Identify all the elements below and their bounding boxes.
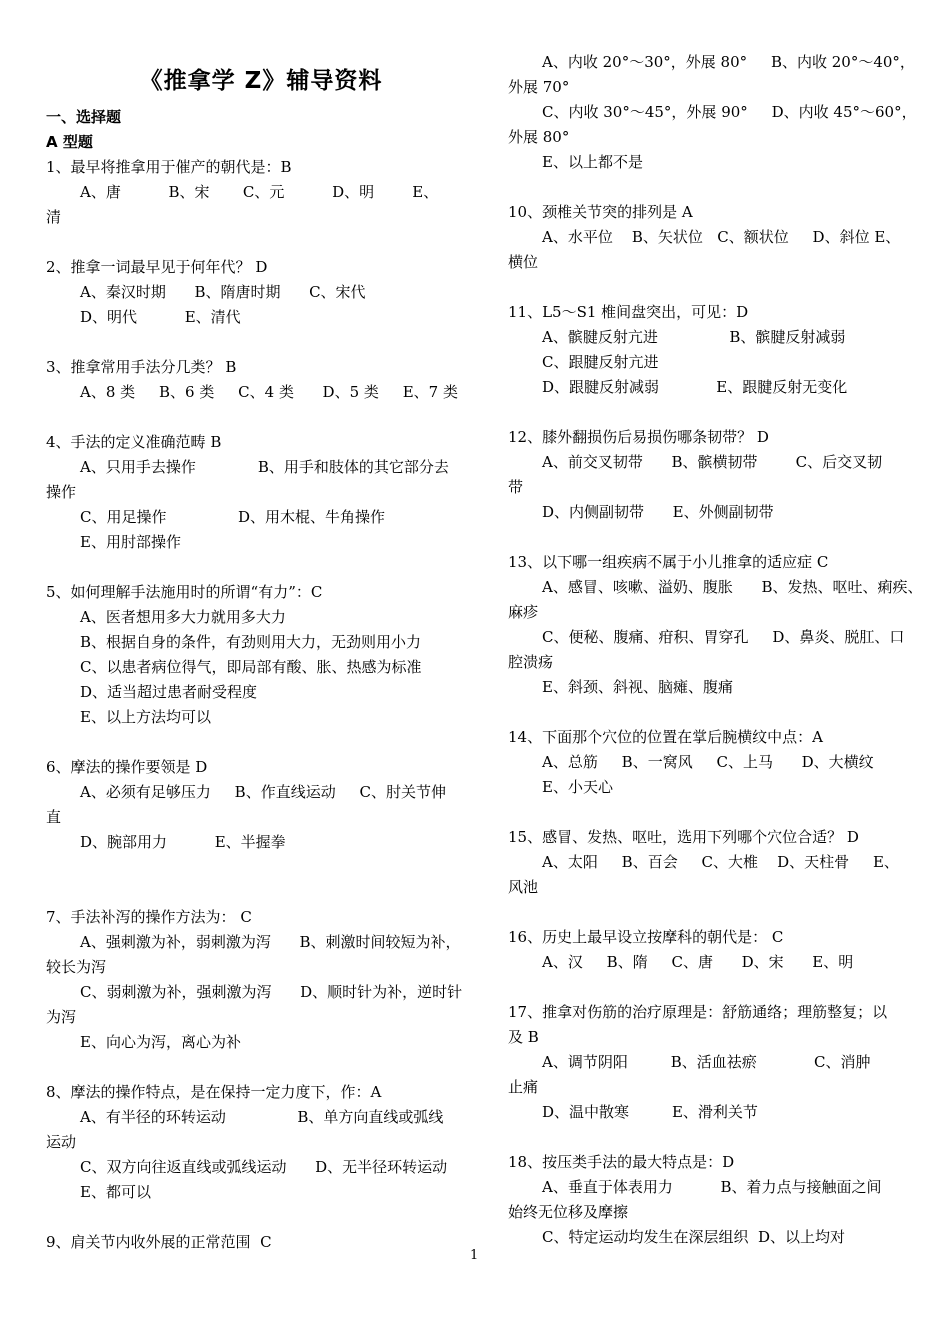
answer-option: C、跟腱反射亢进 bbox=[542, 353, 659, 371]
answer-option: A、水平位 B、矢状位 C、额状位 D、斜位 E、 bbox=[542, 228, 901, 246]
answer-option: E、以上都不是 bbox=[542, 153, 643, 171]
question-block bbox=[46, 1080, 476, 1205]
wrapped-text: 止痛 bbox=[508, 1078, 539, 1096]
question-block bbox=[46, 155, 476, 230]
answer-option: A、总筋 B、一窝风 C、上马 D、大横纹 bbox=[542, 753, 874, 771]
answer-option: B、根据自身的条件，有劲则用大力，无劲则用小力 bbox=[80, 633, 422, 651]
page-number: 1 bbox=[470, 1248, 479, 1263]
question-text: 9、肩关节内收外展的正常范围 C bbox=[46, 1233, 272, 1251]
answer-option: C、以患者病位得气，即局部有酸、胀、热感为标准 bbox=[80, 658, 422, 676]
spacer bbox=[46, 855, 476, 880]
question-block bbox=[508, 1150, 938, 1250]
answer-option: C、弱刺激为补，强刺激为泻 D、顺时针为补，逆时针 bbox=[80, 983, 463, 1001]
question-text: 8、摩法的操作特点，是在保持一定力度下，作：A bbox=[46, 1083, 382, 1101]
question-block bbox=[46, 755, 476, 880]
question-text: 14、下面那个穴位的位置在掌后腕横纹中点：A bbox=[508, 728, 823, 746]
wrapped-text: 腔溃疡 bbox=[508, 653, 554, 671]
question-block bbox=[508, 925, 938, 975]
answer-option: A、内收 20°～30°，外展 80° B、内收 20°～40°， bbox=[542, 53, 915, 71]
question-block bbox=[508, 300, 938, 400]
question-text: 12、膝外翻损伤后易损伤哪条韧带？ D bbox=[508, 428, 769, 446]
question-block bbox=[508, 425, 938, 525]
question-block bbox=[508, 200, 938, 275]
question-text: 13、以下哪一组疾病不属于小儿推拿的适应症 C bbox=[508, 553, 829, 571]
question-text: 16、历史上最早设立按摩科的朝代是： C bbox=[508, 928, 784, 946]
question-block bbox=[46, 1230, 476, 1255]
answer-option: A、只用手去操作 B、用手和肢体的其它部分去 bbox=[80, 458, 449, 476]
answer-option: C、内收 30°～45°，外展 90° D、内收 45°～60°， bbox=[542, 103, 917, 121]
question-text: 11、L5～S1 椎间盘突出，可见：D bbox=[508, 303, 749, 321]
question-text: 17、推拿对伤筋的治疗原理是：舒筋通络；理筋整复；以 bbox=[508, 1003, 888, 1021]
answer-option: D、跟腱反射减弱 E、跟腱反射无变化 bbox=[542, 378, 848, 396]
wrapped-text: 始终无位移及摩擦 bbox=[508, 1203, 629, 1221]
question-block bbox=[46, 905, 476, 1055]
answer-option: E、向心为泻，离心为补 bbox=[80, 1033, 241, 1051]
answer-option: E、斜颈、斜视、脑瘫、腹痛 bbox=[542, 678, 733, 696]
answer-option: A、强刺激为补，弱刺激为泻 B、刺激时间较短为补， bbox=[80, 933, 461, 951]
wrapped-text: 较长为泻 bbox=[46, 958, 107, 976]
wrapped-text: 外展 80° bbox=[508, 128, 570, 146]
wrapped-text: 直 bbox=[46, 808, 62, 826]
answer-option: E、用肘部操作 bbox=[80, 533, 181, 551]
question-text: 10、颈椎关节突的排列是 A bbox=[508, 203, 693, 221]
wrapped-text: 外展 70° bbox=[508, 78, 570, 96]
wrapped-text: 清 bbox=[46, 208, 62, 226]
question-text: 5、如何理解手法施用时的所谓“有力”：C bbox=[46, 583, 323, 601]
wrapped-text: 麻疹 bbox=[508, 603, 539, 621]
wrapped-text: 为泻 bbox=[46, 1008, 77, 1026]
question-text: 3、推拿常用手法分几类？ B bbox=[46, 358, 237, 376]
left-question-list bbox=[46, 155, 476, 1255]
subsection-heading: A 型题 bbox=[46, 133, 93, 151]
answer-option: A、髌腱反射亢进 B、髌腱反射减弱 bbox=[542, 328, 846, 346]
answer-option: A、调节阴阳 B、活血祛瘀 C、消肿 bbox=[542, 1053, 871, 1071]
answer-option: C、便秘、腹痛、疳积、胃穿孔 D、鼻炎、脱肛、口 bbox=[542, 628, 905, 646]
question-text: 6、摩法的操作要领是 D bbox=[46, 758, 208, 776]
question-block bbox=[508, 825, 938, 900]
answer-option: A、必须有足够压力 B、作直线运动 C、肘关节伸 bbox=[80, 783, 447, 801]
answer-option: A、汉 B、隋 C、唐 D、宋 E、明 bbox=[542, 953, 854, 971]
answer-option: D、腕部用力 E、半握拳 bbox=[80, 833, 286, 851]
answer-option: C、双方向往返直线或弧线运动 D、无半径环转运动 bbox=[80, 1158, 448, 1176]
wrapped-text: 操作 bbox=[46, 483, 77, 501]
answer-option: E、小天心 bbox=[542, 778, 613, 796]
answer-option: C、用足操作 D、用木棍、牛角操作 bbox=[80, 508, 386, 526]
question-block bbox=[46, 255, 476, 330]
answer-option: C、特定运动均发生在深层组织 D、以上均对 bbox=[542, 1228, 846, 1246]
left-column bbox=[46, 0, 479, 1280]
question-block bbox=[46, 355, 476, 405]
question-text: 15、感冒、发热、呕吐，选用下列哪个穴位合适？ D bbox=[508, 828, 859, 846]
answer-option: A、前交叉韧带 B、髌横韧带 C、后交叉韧 bbox=[542, 453, 883, 471]
document-title: 《推拿学 Z》辅导资料 bbox=[139, 68, 383, 94]
question-block bbox=[508, 550, 938, 700]
wrapped-text: 运动 bbox=[46, 1133, 77, 1151]
answer-option: A、感冒、咳嗽、溢奶、腹胀 B、发热、呕吐、痢疾、 bbox=[542, 578, 923, 596]
answer-option: A、秦汉时期 B、隋唐时期 C、宋代 bbox=[80, 283, 366, 301]
answer-option: D、内侧副韧带 E、外侧副韧带 bbox=[542, 503, 774, 521]
question-text: 2、推拿一词最早见于何年代？ D bbox=[46, 258, 268, 276]
question-text: 18、按压类手法的最大特点是：D bbox=[508, 1153, 735, 1171]
question-text: 1、最早将推拿用于催产的朝代是：B bbox=[46, 158, 292, 176]
answer-option: A、太阳 B、百会 C、大椎 D、天柱骨 E、 bbox=[542, 853, 899, 871]
wrapped-text: 风池 bbox=[508, 878, 539, 896]
question-block bbox=[508, 50, 938, 175]
answer-option: A、唐 B、宋 C、元 D、明 E、 bbox=[80, 183, 439, 201]
answer-option: D、温中散寒 E、滑利关节 bbox=[542, 1103, 758, 1121]
question-block bbox=[508, 725, 938, 800]
answer-option: E、以上方法均可以 bbox=[80, 708, 211, 726]
question-block bbox=[46, 430, 476, 555]
answer-option: A、8 类 B、6 类 C、4 类 D、5 类 E、7 类 bbox=[80, 383, 458, 401]
section-heading: 一、选择题 bbox=[46, 108, 122, 126]
right-column bbox=[508, 50, 938, 1275]
question-text: 7、手法补泻的操作方法为： C bbox=[46, 908, 252, 926]
right-question-list bbox=[508, 50, 938, 1250]
answer-option: D、明代 E、清代 bbox=[80, 308, 241, 326]
question-block bbox=[46, 580, 476, 730]
answer-option: A、有半径的环转运动 B、单方向直线或弧线 bbox=[80, 1108, 444, 1126]
answer-option: E、都可以 bbox=[80, 1183, 151, 1201]
answer-option: D、适当超过患者耐受程度 bbox=[80, 683, 258, 701]
answer-option: A、垂直于体表用力 B、着力点与接触面之间 bbox=[542, 1178, 882, 1196]
wrapped-text: 横位 bbox=[508, 253, 539, 271]
wrapped-text: 带 bbox=[508, 478, 524, 496]
question-text: 4、手法的定义准确范畴 B bbox=[46, 433, 222, 451]
answer-option: A、医者想用多大力就用多大力 bbox=[80, 608, 286, 626]
wrapped-text: 及 B bbox=[508, 1028, 539, 1046]
question-block bbox=[508, 1000, 938, 1125]
